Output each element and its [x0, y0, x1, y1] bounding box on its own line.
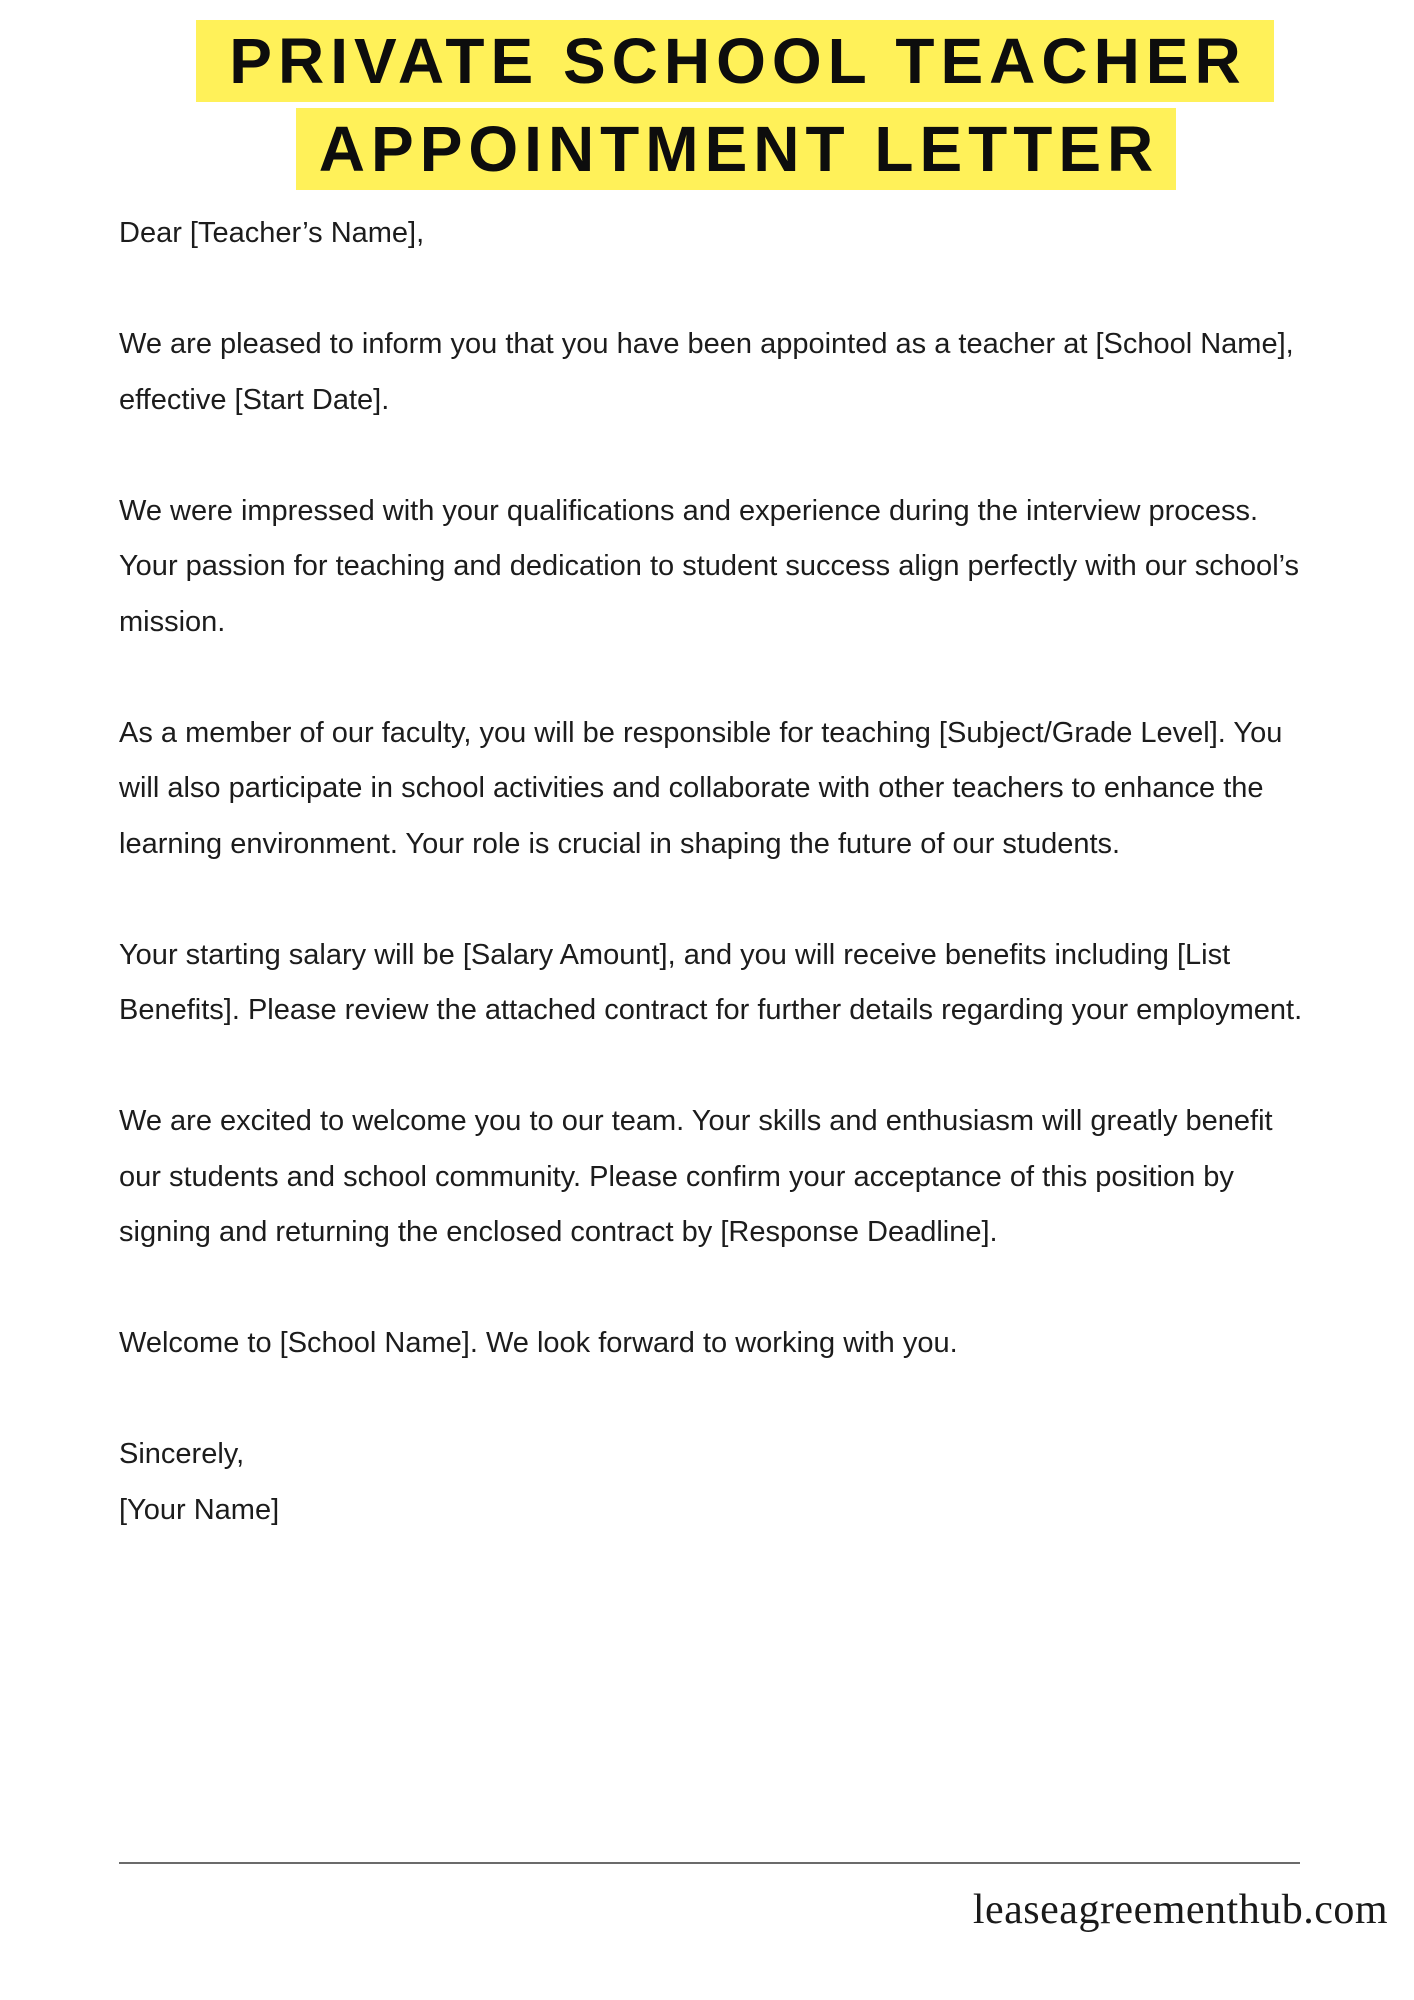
- paragraph-closing-remark: Welcome to [School Name]. We look forward to working with you.: [119, 1327, 958, 1359]
- paragraph-welcome: We are excited to welcome you to our team. Your skills and enthusiasm will greatly benefit our students and school community. Please confirm your acceptance of this position by signing and returning the enclosed contract by [Response Deadline].: [119, 1105, 1273, 1248]
- paragraph-responsibilities: As a member of our faculty, you will be responsible for teaching [Subject/Grade Level]. You will also participate in school activities and collaborate with other teachers to enhance the learning environment. Your role is crucial in shaping the future of our students.: [119, 716, 1283, 860]
- footer-divider: [119, 1862, 1300, 1864]
- footer-website: leaseagreementhub.com: [972, 1887, 1388, 1933]
- closing: Sincerely,: [119, 1438, 245, 1470]
- paragraph-appointment: We are pleased to inform you that you have been appointed as a teacher at [School Name], effective [Start Date].: [119, 328, 1294, 416]
- salutation: Dear [Teacher’s Name],: [119, 217, 425, 249]
- title-line-1: PRIVATE SCHOOL TEACHER: [196, 20, 1274, 102]
- signature: [Your Name]: [119, 1493, 280, 1526]
- letter-body: [119, 206, 1309, 1538]
- paragraph-salary: Your starting salary will be [Salary Amount], and you will receive benefits including [List Benefits]. Please review the attached contract for further details regarding your employment.: [119, 938, 1303, 1026]
- title-line-2: APPOINTMENT LETTER: [296, 108, 1176, 190]
- paragraph-qualifications: We were impressed with your qualifications and experience during the interview process. Your passion for teaching and dedication to student success align perfectly with our school’s mission.: [119, 494, 1300, 638]
